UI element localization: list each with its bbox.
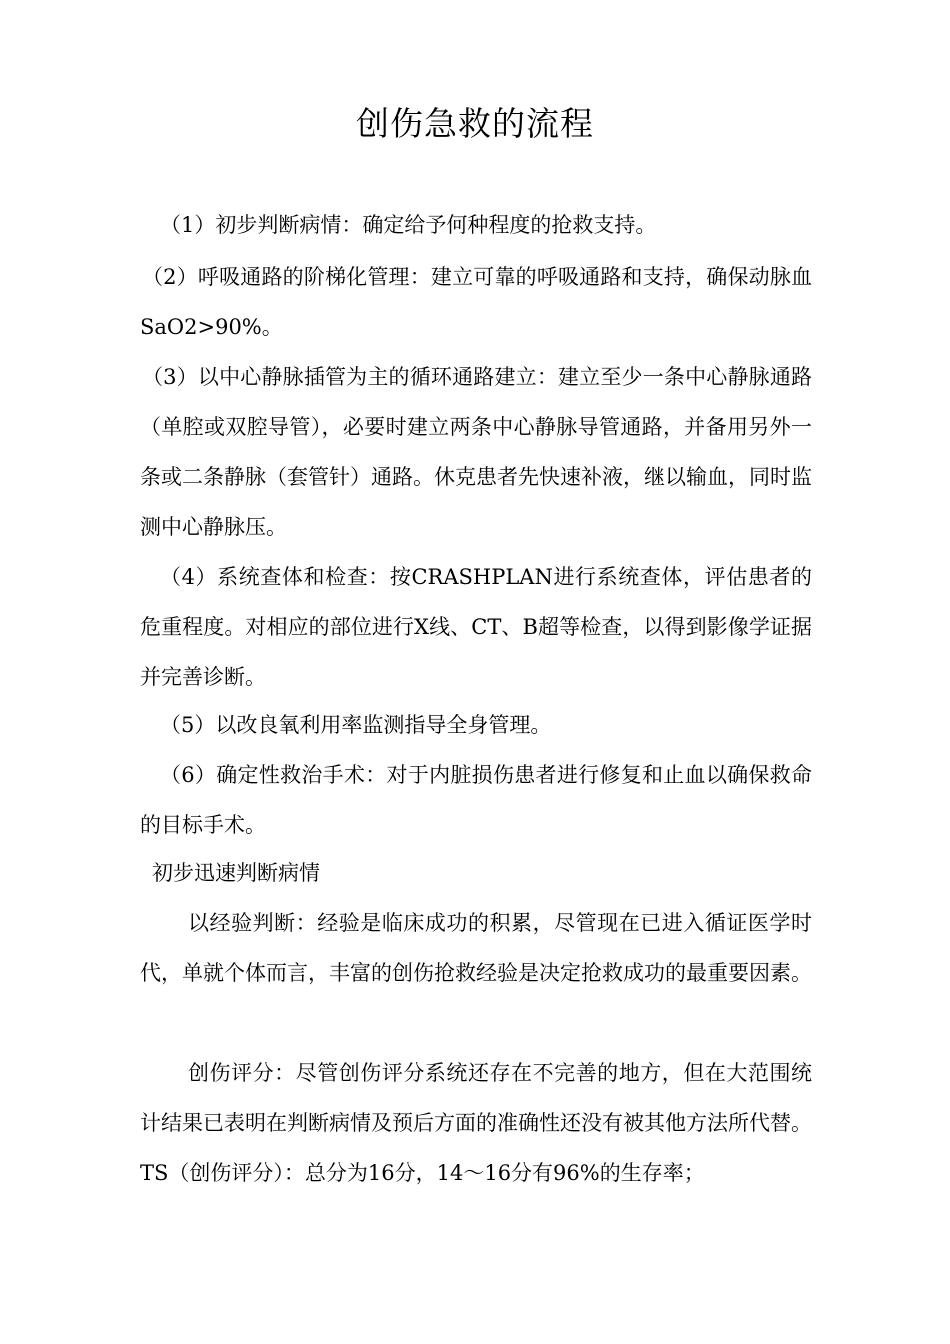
paragraph-step-6: （6）确定性救治手术：对于内脏损伤患者进行修复和止血以确保救命的目标手术。 — [140, 763, 812, 837]
paragraph-step-1: （1）初步判断病情：确定给予何种程度的抢救支持。 — [160, 213, 657, 237]
paragraph-step-4: （4）系统查体和检查：按CRASHPLAN进行系统查体，评估患者的危重程度。对相应的部位进行X线、CT、B超等检查，以得到影像学证据并完善诊断。 — [140, 565, 812, 689]
paragraph-step-5: （5）以改良氧利用率监测指导全身管理。 — [160, 713, 552, 737]
document-title: 创伤急救的流程 — [356, 104, 594, 143]
paragraph-step-3: （3）以中心静脉插管为主的循环通路建立：建立至少一条中心静脉通路（单腔或双腔导管），必要时建立两条中心静脉导管通路，并备用另外一条或二条静脉（套管针）通路。休克患者先快速补液，继以输血，同时监测中心静脉压。 — [140, 365, 812, 539]
paragraph-step-2: （2）呼吸通路的阶梯化管理：建立可靠的呼吸通路和支持，确保动脉血SaO2>90%。 — [140, 265, 812, 339]
paragraph-trauma-score: 创伤评分：尽管创伤评分系统还存在不完善的地方，但在大范围统计结果已表明在判断病情及预后方面的准确性还没有被其他方法所代替。TS（创伤评分）：总分为16分，14～16分有96%的生存率； — [140, 1061, 812, 1185]
section-heading: 初步迅速判断病情 — [152, 861, 320, 885]
paragraph-experience: 以经验判断：经验是临床成功的积累，尽管现在已进入循证医学时代，单就个体而言，丰富的创伤抢救经验是决定抢救成功的最重要因素。 — [140, 911, 812, 985]
